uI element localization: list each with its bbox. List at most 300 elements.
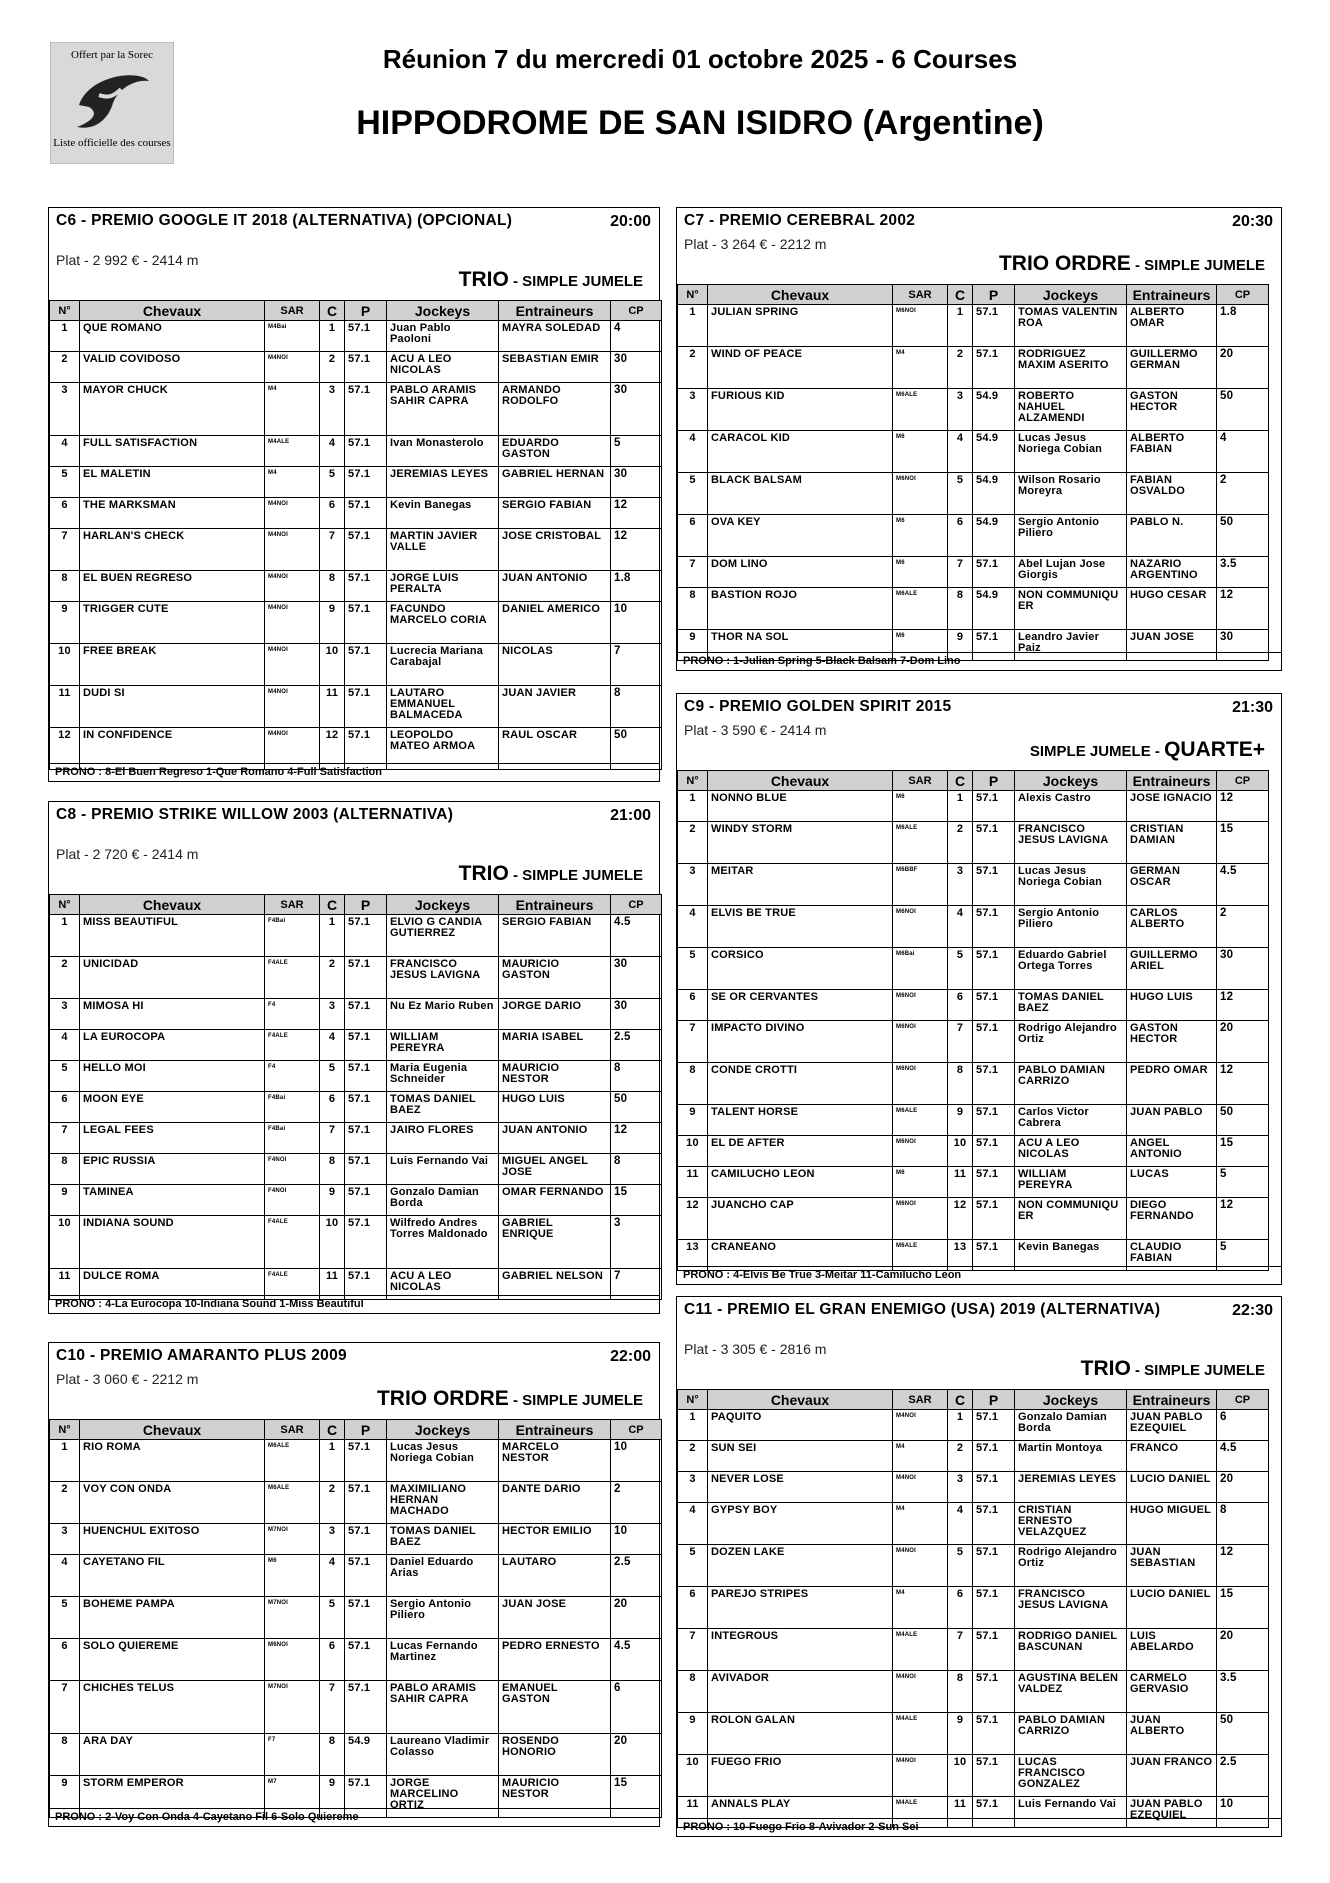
cell-jockey: Gonzalo Damian Borda bbox=[387, 1185, 499, 1216]
cell-horse: CHICHES TELUS bbox=[80, 1681, 265, 1734]
cell-sar: M7NOI bbox=[265, 1524, 320, 1555]
cell-c: 2 bbox=[948, 347, 973, 389]
cell-p: 57.1 bbox=[345, 383, 387, 436]
cell-p: 57.1 bbox=[973, 1410, 1015, 1441]
cell-sar: M6ALE bbox=[265, 1482, 320, 1524]
cell-cp: 2 bbox=[611, 1482, 662, 1524]
race-info: Plat - 2 720 € - 2414 m bbox=[56, 846, 199, 862]
col-header-p: P bbox=[973, 771, 1015, 791]
cell-trainer: PEDRO OMAR bbox=[1127, 1063, 1217, 1105]
cell-p: 57.1 bbox=[345, 321, 387, 352]
cell-p: 54.9 bbox=[973, 389, 1015, 431]
cell-c: 4 bbox=[320, 1030, 345, 1061]
cell-jockey: PABLO DAMIAN CARRIZO bbox=[1015, 1063, 1127, 1105]
table-row bbox=[50, 1092, 662, 1123]
cell-num: 3 bbox=[50, 383, 80, 436]
cell-trainer: DANTE DARIO bbox=[499, 1482, 611, 1524]
cell-jockey: TOMAS DANIEL BAEZ bbox=[1015, 990, 1127, 1021]
cell-jockey: PABLO ARAMIS SAHIR CAPRA bbox=[387, 1681, 499, 1734]
cell-c: 5 bbox=[320, 1061, 345, 1092]
cell-cp: 12 bbox=[611, 498, 662, 529]
table-header-row bbox=[678, 1390, 1269, 1410]
cell-p: 57.1 bbox=[973, 1797, 1015, 1828]
cell-p: 57.1 bbox=[973, 1545, 1015, 1587]
table-header-row bbox=[50, 301, 662, 321]
cell-num: 6 bbox=[678, 515, 708, 557]
cell-cp: 15 bbox=[1217, 1587, 1269, 1629]
cell-horse: WINDY STORM bbox=[708, 822, 893, 864]
cell-cp: 4.5 bbox=[611, 915, 662, 957]
cell-cp: 12 bbox=[1217, 1545, 1269, 1587]
col-header-trainer: Entraineurs bbox=[1127, 285, 1217, 305]
cell-cp: 5 bbox=[1217, 1167, 1269, 1198]
cell-cp: 4.5 bbox=[611, 1639, 662, 1681]
cell-trainer: CRISTIAN DAMIAN bbox=[1127, 822, 1217, 864]
cell-num: 3 bbox=[678, 389, 708, 431]
col-header-cp: CP bbox=[611, 895, 662, 915]
table-row bbox=[50, 1597, 662, 1639]
cell-jockey: Martin Montoya bbox=[1015, 1441, 1127, 1472]
col-header-sar: SAR bbox=[893, 285, 948, 305]
col-header-horse: Chevaux bbox=[80, 301, 265, 321]
table-row bbox=[678, 1441, 1269, 1472]
cell-horse: ROLON GALAN bbox=[708, 1713, 893, 1755]
cell-jockey: FACUNDO MARCELO CORIA bbox=[387, 602, 499, 644]
cell-sar: F4NOI bbox=[265, 1154, 320, 1185]
cell-p: 57.1 bbox=[973, 791, 1015, 822]
cell-p: 57.1 bbox=[973, 1587, 1015, 1629]
race-c7 bbox=[676, 207, 1282, 671]
cell-jockey: ROBERTO NAHUEL ALZAMENDI bbox=[1015, 389, 1127, 431]
cell-c: 1 bbox=[948, 305, 973, 347]
cell-sar: F4Bai bbox=[265, 1092, 320, 1123]
cell-cp: 3.5 bbox=[1217, 557, 1269, 588]
cell-num: 9 bbox=[678, 1105, 708, 1136]
cell-num: 9 bbox=[50, 602, 80, 644]
cell-num: 3 bbox=[50, 999, 80, 1030]
cell-num: 9 bbox=[50, 1185, 80, 1216]
col-header-sar: SAR bbox=[893, 1390, 948, 1410]
cell-jockey: MAXIMILIANO HERNAN MACHADO bbox=[387, 1482, 499, 1524]
cell-horse: DULCE ROMA bbox=[80, 1269, 265, 1300]
cell-horse: TRIGGER CUTE bbox=[80, 602, 265, 644]
cell-trainer: JOSE CRISTOBAL bbox=[499, 529, 611, 571]
cell-sar: M4 bbox=[893, 1503, 948, 1545]
cell-trainer: PABLO N. bbox=[1127, 515, 1217, 557]
cell-horse: VALID COVIDOSO bbox=[80, 352, 265, 383]
cell-num: 8 bbox=[50, 1154, 80, 1185]
cell-c: 10 bbox=[320, 1216, 345, 1269]
table-row bbox=[678, 1410, 1269, 1441]
col-header-c: C bbox=[320, 1420, 345, 1440]
table-row bbox=[678, 1713, 1269, 1755]
cell-trainer: JUAN ANTONIO bbox=[499, 571, 611, 602]
cell-horse: CAYETANO FIL bbox=[80, 1555, 265, 1597]
cell-jockey: TOMAS DANIEL BAEZ bbox=[387, 1524, 499, 1555]
cell-sar: M4 bbox=[893, 1441, 948, 1472]
cell-horse: INDIANA SOUND bbox=[80, 1216, 265, 1269]
cell-sar: M4 bbox=[265, 383, 320, 436]
cell-jockey: Sergio Antonio Piliero bbox=[1015, 515, 1127, 557]
cell-p: 57.1 bbox=[973, 1240, 1015, 1271]
table-row bbox=[678, 948, 1269, 990]
cell-p: 54.9 bbox=[973, 588, 1015, 630]
cell-trainer: MAURICIO NESTOR bbox=[499, 1776, 611, 1818]
cell-jockey: JORGE MARCELINO ORTIZ bbox=[387, 1776, 499, 1818]
col-header-num: N° bbox=[678, 771, 708, 791]
table-row bbox=[50, 352, 662, 383]
cell-c: 4 bbox=[320, 1555, 345, 1597]
cell-sar: M7 bbox=[265, 1776, 320, 1818]
col-header-num: N° bbox=[678, 1390, 708, 1410]
cell-jockey: JEREMIAS LEYES bbox=[387, 467, 499, 498]
cell-trainer: EDUARDO GASTON bbox=[499, 436, 611, 467]
cell-horse: SE OR CERVANTES bbox=[708, 990, 893, 1021]
cell-cp: 50 bbox=[1217, 515, 1269, 557]
cell-sar: M6 bbox=[893, 557, 948, 588]
cell-cp: 12 bbox=[1217, 791, 1269, 822]
col-header-cp: CP bbox=[1217, 771, 1269, 791]
col-header-jockey: Jockeys bbox=[1015, 771, 1127, 791]
cell-sar: M4NOI bbox=[893, 1410, 948, 1441]
cell-p: 57.1 bbox=[345, 1216, 387, 1269]
cell-sar: M6 bbox=[893, 630, 948, 661]
cell-p: 57.1 bbox=[345, 644, 387, 686]
cell-trainer: NAZARIO ARGENTINO bbox=[1127, 557, 1217, 588]
cell-c: 1 bbox=[320, 1440, 345, 1482]
cell-cp: 10 bbox=[611, 1524, 662, 1555]
cell-horse: EPIC RUSSIA bbox=[80, 1154, 265, 1185]
race-bet-types bbox=[1030, 738, 1265, 762]
cell-p: 54.9 bbox=[973, 515, 1015, 557]
cell-jockey: CRISTIAN ERNESTO VELAZQUEZ bbox=[1015, 1503, 1127, 1545]
cell-trainer: GABRIEL NELSON bbox=[499, 1269, 611, 1300]
cell-p: 57.1 bbox=[345, 1030, 387, 1061]
cell-num: 5 bbox=[678, 1545, 708, 1587]
cell-c: 11 bbox=[948, 1167, 973, 1198]
cell-num: 5 bbox=[50, 1061, 80, 1092]
cell-jockey: JORGE LUIS PERALTA bbox=[387, 571, 499, 602]
cell-trainer: JUAN JOSE bbox=[1127, 630, 1217, 661]
cell-trainer: GASTON HECTOR bbox=[1127, 1021, 1217, 1063]
cell-trainer: CARLOS ALBERTO bbox=[1127, 906, 1217, 948]
cell-jockey: MARTIN JAVIER VALLE bbox=[387, 529, 499, 571]
cell-cp: 30 bbox=[1217, 630, 1269, 661]
cell-horse: THOR NA SOL bbox=[708, 630, 893, 661]
cell-num: 5 bbox=[50, 1597, 80, 1639]
cell-num: 6 bbox=[678, 1587, 708, 1629]
race-bet-types bbox=[377, 1387, 643, 1411]
table-header-row bbox=[50, 1420, 662, 1440]
cell-sar: M4NOI bbox=[265, 686, 320, 728]
cell-num: 9 bbox=[50, 1776, 80, 1818]
cell-num: 7 bbox=[678, 1021, 708, 1063]
col-header-trainer: Entraineurs bbox=[1127, 771, 1217, 791]
cell-cp: 20 bbox=[611, 1734, 662, 1776]
table-row bbox=[678, 864, 1269, 906]
cell-num: 6 bbox=[50, 1092, 80, 1123]
table-row bbox=[678, 1503, 1269, 1545]
cell-horse: OVA KEY bbox=[708, 515, 893, 557]
race-c10 bbox=[48, 1342, 660, 1827]
cell-c: 6 bbox=[948, 1587, 973, 1629]
cell-horse: MOON EYE bbox=[80, 1092, 265, 1123]
cell-horse: WIND OF PEACE bbox=[708, 347, 893, 389]
cell-jockey: Rodrigo Alejandro Ortiz bbox=[1015, 1021, 1127, 1063]
table-row bbox=[50, 1440, 662, 1482]
cell-c: 9 bbox=[320, 1776, 345, 1818]
cell-cp: 50 bbox=[1217, 1713, 1269, 1755]
cell-c: 8 bbox=[948, 1671, 973, 1713]
cell-sar: M4NOI bbox=[265, 728, 320, 770]
cell-jockey: Wilson Rosario Moreyra bbox=[1015, 473, 1127, 515]
cell-p: 54.9 bbox=[973, 473, 1015, 515]
cell-cp: 8 bbox=[1217, 1503, 1269, 1545]
cell-num: 8 bbox=[50, 571, 80, 602]
col-header-trainer: Entraineurs bbox=[499, 895, 611, 915]
table-row bbox=[50, 383, 662, 436]
cell-horse: BOHEME PAMPA bbox=[80, 1597, 265, 1639]
cell-num: 7 bbox=[50, 1681, 80, 1734]
bet-rest: - SIMPLE JUMELE bbox=[508, 867, 643, 884]
cell-p: 57.1 bbox=[973, 906, 1015, 948]
col-header-sar: SAR bbox=[265, 895, 320, 915]
cell-c: 3 bbox=[320, 383, 345, 436]
col-header-num: N° bbox=[678, 285, 708, 305]
cell-horse: TAMINEA bbox=[80, 1185, 265, 1216]
cell-horse: DOM LINO bbox=[708, 557, 893, 588]
table-row bbox=[50, 1639, 662, 1681]
cell-num: 7 bbox=[678, 557, 708, 588]
cell-p: 57.1 bbox=[345, 957, 387, 999]
cell-trainer: PEDRO ERNESTO bbox=[499, 1639, 611, 1681]
cell-c: 1 bbox=[948, 791, 973, 822]
cell-p: 57.1 bbox=[345, 999, 387, 1030]
cell-c: 7 bbox=[948, 1021, 973, 1063]
cell-cp: 20 bbox=[1217, 1629, 1269, 1671]
table-row bbox=[678, 1063, 1269, 1105]
prono-line: PRONO : 4-Elvis Be True 3-Meitar 11-Camilucho Leon bbox=[677, 1266, 1281, 1284]
cell-jockey: LEOPOLDO MATEO ARMOA bbox=[387, 728, 499, 770]
race-time: 22:00 bbox=[610, 1348, 651, 1365]
race-info: Plat - 3 264 € - 2212 m bbox=[684, 236, 827, 252]
cell-horse: SOLO QUIEREME bbox=[80, 1639, 265, 1681]
race-time: 21:30 bbox=[1232, 699, 1273, 716]
cell-horse: EL BUEN REGRESO bbox=[80, 571, 265, 602]
cell-p: 57.1 bbox=[973, 1441, 1015, 1472]
cell-p: 57.1 bbox=[973, 1136, 1015, 1167]
cell-trainer: GABRIEL ENRIQUE bbox=[499, 1216, 611, 1269]
cell-cp: 2.5 bbox=[611, 1555, 662, 1597]
cell-trainer: JUAN ALBERTO bbox=[1127, 1713, 1217, 1755]
cell-sar: M4Bai bbox=[265, 321, 320, 352]
col-header-cp: CP bbox=[611, 301, 662, 321]
cell-horse: AVIVADOR bbox=[708, 1671, 893, 1713]
cell-cp: 12 bbox=[1217, 1198, 1269, 1240]
table-row bbox=[678, 990, 1269, 1021]
cell-num: 2 bbox=[678, 822, 708, 864]
cell-trainer: EMANUEL GASTON bbox=[499, 1681, 611, 1734]
cell-p: 57.1 bbox=[345, 498, 387, 529]
cell-sar: M6NOI bbox=[893, 1021, 948, 1063]
table-row bbox=[50, 1681, 662, 1734]
table-row bbox=[678, 557, 1269, 588]
cell-cp: 10 bbox=[611, 1440, 662, 1482]
cell-jockey: Lucas Jesus Noriega Cobian bbox=[1015, 864, 1127, 906]
cell-c: 5 bbox=[948, 473, 973, 515]
col-header-c: C bbox=[948, 285, 973, 305]
cell-cp: 20 bbox=[1217, 1021, 1269, 1063]
cell-sar: M6ALE bbox=[893, 1240, 948, 1271]
prono-line: PRONO : 10-Fuego Frio 8-Avivador 2-Sun Sei bbox=[677, 1818, 1281, 1836]
bet-rest: SIMPLE JUMELE - bbox=[1029, 743, 1165, 760]
logo-bottom-text: Liste officielle des courses bbox=[53, 137, 171, 149]
cell-c: 11 bbox=[948, 1797, 973, 1828]
cell-c: 9 bbox=[948, 1105, 973, 1136]
table-row bbox=[678, 822, 1269, 864]
cell-horse: ANNALS PLAY bbox=[708, 1797, 893, 1828]
cell-c: 4 bbox=[948, 906, 973, 948]
cell-horse: IMPACTO DIVINO bbox=[708, 1021, 893, 1063]
cell-num: 3 bbox=[678, 1472, 708, 1503]
cell-horse: MIMOSA HI bbox=[80, 999, 265, 1030]
cell-sar: M6NOI bbox=[893, 305, 948, 347]
cell-jockey: Laureano Vladimir Colasso bbox=[387, 1734, 499, 1776]
cell-horse: FULL SATISFACTION bbox=[80, 436, 265, 467]
cell-sar: M6 bbox=[893, 431, 948, 473]
cell-trainer: MAYRA SOLEDAD bbox=[499, 321, 611, 352]
table-row bbox=[50, 644, 662, 686]
cell-p: 57.1 bbox=[345, 1123, 387, 1154]
cell-num: 1 bbox=[678, 791, 708, 822]
cell-trainer: JUAN FRANCO bbox=[1127, 1755, 1217, 1797]
race-name: C9 - PREMIO GOLDEN SPIRIT 2015 bbox=[684, 698, 952, 715]
cell-c: 3 bbox=[320, 1524, 345, 1555]
cell-cp: 3.5 bbox=[1217, 1671, 1269, 1713]
cell-horse: CRANEANO bbox=[708, 1240, 893, 1271]
race-name: C6 - PREMIO GOOGLE IT 2018 (ALTERNATIVA) (OPCIONAL) bbox=[56, 212, 513, 229]
table-header-row bbox=[678, 285, 1269, 305]
cell-p: 57.1 bbox=[345, 915, 387, 957]
cell-c: 6 bbox=[320, 498, 345, 529]
cell-sar: F4NOI bbox=[265, 1185, 320, 1216]
hippodrome-title: HIPPODROME DE SAN ISIDRO (Argentine) bbox=[356, 104, 1044, 142]
cell-jockey: FRANCISCO JESUS LAVIGNA bbox=[1015, 822, 1127, 864]
cell-jockey: Sergio Antonio Piliero bbox=[387, 1597, 499, 1639]
cell-p: 57.1 bbox=[973, 305, 1015, 347]
cell-jockey: Maria Eugenia Schneider bbox=[387, 1061, 499, 1092]
race-info: Plat - 3 590 € - 2414 m bbox=[684, 722, 827, 738]
bet-main: TRIO bbox=[458, 268, 509, 291]
cell-cp: 50 bbox=[1217, 389, 1269, 431]
cell-c: 8 bbox=[948, 588, 973, 630]
cell-c: 11 bbox=[320, 1269, 345, 1300]
cell-trainer: JUAN JOSE bbox=[499, 1597, 611, 1639]
bet-main: TRIO ORDRE bbox=[376, 1387, 509, 1410]
cell-p: 57.1 bbox=[345, 1482, 387, 1524]
cell-num: 8 bbox=[678, 588, 708, 630]
cell-p: 57.1 bbox=[345, 728, 387, 770]
cell-sar: M6 bbox=[893, 791, 948, 822]
table-row bbox=[50, 1123, 662, 1154]
cell-c: 7 bbox=[948, 557, 973, 588]
cell-cp: 30 bbox=[611, 383, 662, 436]
cell-cp: 8 bbox=[611, 686, 662, 728]
col-header-c: C bbox=[948, 1390, 973, 1410]
cell-jockey: Lucrecia Mariana Carabajal bbox=[387, 644, 499, 686]
cell-p: 57.1 bbox=[345, 352, 387, 383]
table-header-row bbox=[678, 771, 1269, 791]
cell-horse: NONNO BLUE bbox=[708, 791, 893, 822]
col-header-horse: Chevaux bbox=[80, 895, 265, 915]
cell-sar: M6ALE bbox=[265, 1440, 320, 1482]
cell-trainer: JORGE DARIO bbox=[499, 999, 611, 1030]
cell-num: 7 bbox=[50, 1123, 80, 1154]
cell-sar: M6ALE bbox=[893, 822, 948, 864]
cell-jockey: Wilfredo Andres Torres Maldonado bbox=[387, 1216, 499, 1269]
cell-trainer: JUAN PABLO EZEQUIEL bbox=[1127, 1797, 1217, 1828]
cell-trainer: SERGIO FABIAN bbox=[499, 498, 611, 529]
cell-num: 2 bbox=[678, 1441, 708, 1472]
cell-p: 57.1 bbox=[345, 571, 387, 602]
cell-num: 10 bbox=[50, 1216, 80, 1269]
cell-jockey: Rodrigo Alejandro Ortiz bbox=[1015, 1545, 1127, 1587]
col-header-p: P bbox=[345, 1420, 387, 1440]
cell-trainer: GABRIEL HERNAN bbox=[499, 467, 611, 498]
cell-sar: M6NOI bbox=[893, 990, 948, 1021]
table-row bbox=[678, 305, 1269, 347]
cell-sar: F4ALE bbox=[265, 1269, 320, 1300]
cell-trainer: JUAN SEBASTIAN bbox=[1127, 1545, 1217, 1587]
cell-sar: M4NOI bbox=[265, 602, 320, 644]
cell-trainer: RAUL OSCAR bbox=[499, 728, 611, 770]
cell-trainer: HUGO LUIS bbox=[1127, 990, 1217, 1021]
table-row bbox=[50, 498, 662, 529]
col-header-cp: CP bbox=[1217, 1390, 1269, 1410]
cell-sar: M4NOI bbox=[265, 352, 320, 383]
cell-cp: 30 bbox=[611, 999, 662, 1030]
cell-sar: M6 bbox=[893, 515, 948, 557]
cell-cp: 20 bbox=[1217, 1472, 1269, 1503]
cell-c: 4 bbox=[948, 1503, 973, 1545]
race-name: C11 - PREMIO EL GRAN ENEMIGO (USA) 2019 (ALTERNATIVA) bbox=[684, 1301, 1161, 1318]
cell-p: 57.1 bbox=[973, 1198, 1015, 1240]
cell-jockey: Kevin Banegas bbox=[387, 498, 499, 529]
bet-main: QUARTE+ bbox=[1164, 738, 1265, 761]
race-time: 20:30 bbox=[1232, 213, 1273, 230]
col-header-p: P bbox=[973, 1390, 1015, 1410]
cell-horse: LA EUROCOPA bbox=[80, 1030, 265, 1061]
cell-num: 6 bbox=[50, 1639, 80, 1681]
cell-cp: 15 bbox=[611, 1185, 662, 1216]
cell-sar: F4 bbox=[265, 1061, 320, 1092]
table-row bbox=[678, 1136, 1269, 1167]
race-time: 22:30 bbox=[1232, 1302, 1273, 1319]
bet-main: TRIO ORDRE bbox=[998, 252, 1131, 275]
cell-cp: 5 bbox=[1217, 1240, 1269, 1271]
cell-horse: FREE BREAK bbox=[80, 644, 265, 686]
table-row bbox=[50, 1482, 662, 1524]
cell-trainer: GUILLERMO GERMAN bbox=[1127, 347, 1217, 389]
cell-p: 57.1 bbox=[973, 948, 1015, 990]
cell-trainer: ARMANDO RODOLFO bbox=[499, 383, 611, 436]
cell-p: 57.1 bbox=[973, 864, 1015, 906]
cell-trainer: CLAUDIO FABIAN bbox=[1127, 1240, 1217, 1271]
col-header-horse: Chevaux bbox=[708, 1390, 893, 1410]
cell-num: 7 bbox=[678, 1629, 708, 1671]
runners-table bbox=[677, 1389, 1269, 1828]
cell-horse: ARA DAY bbox=[80, 1734, 265, 1776]
